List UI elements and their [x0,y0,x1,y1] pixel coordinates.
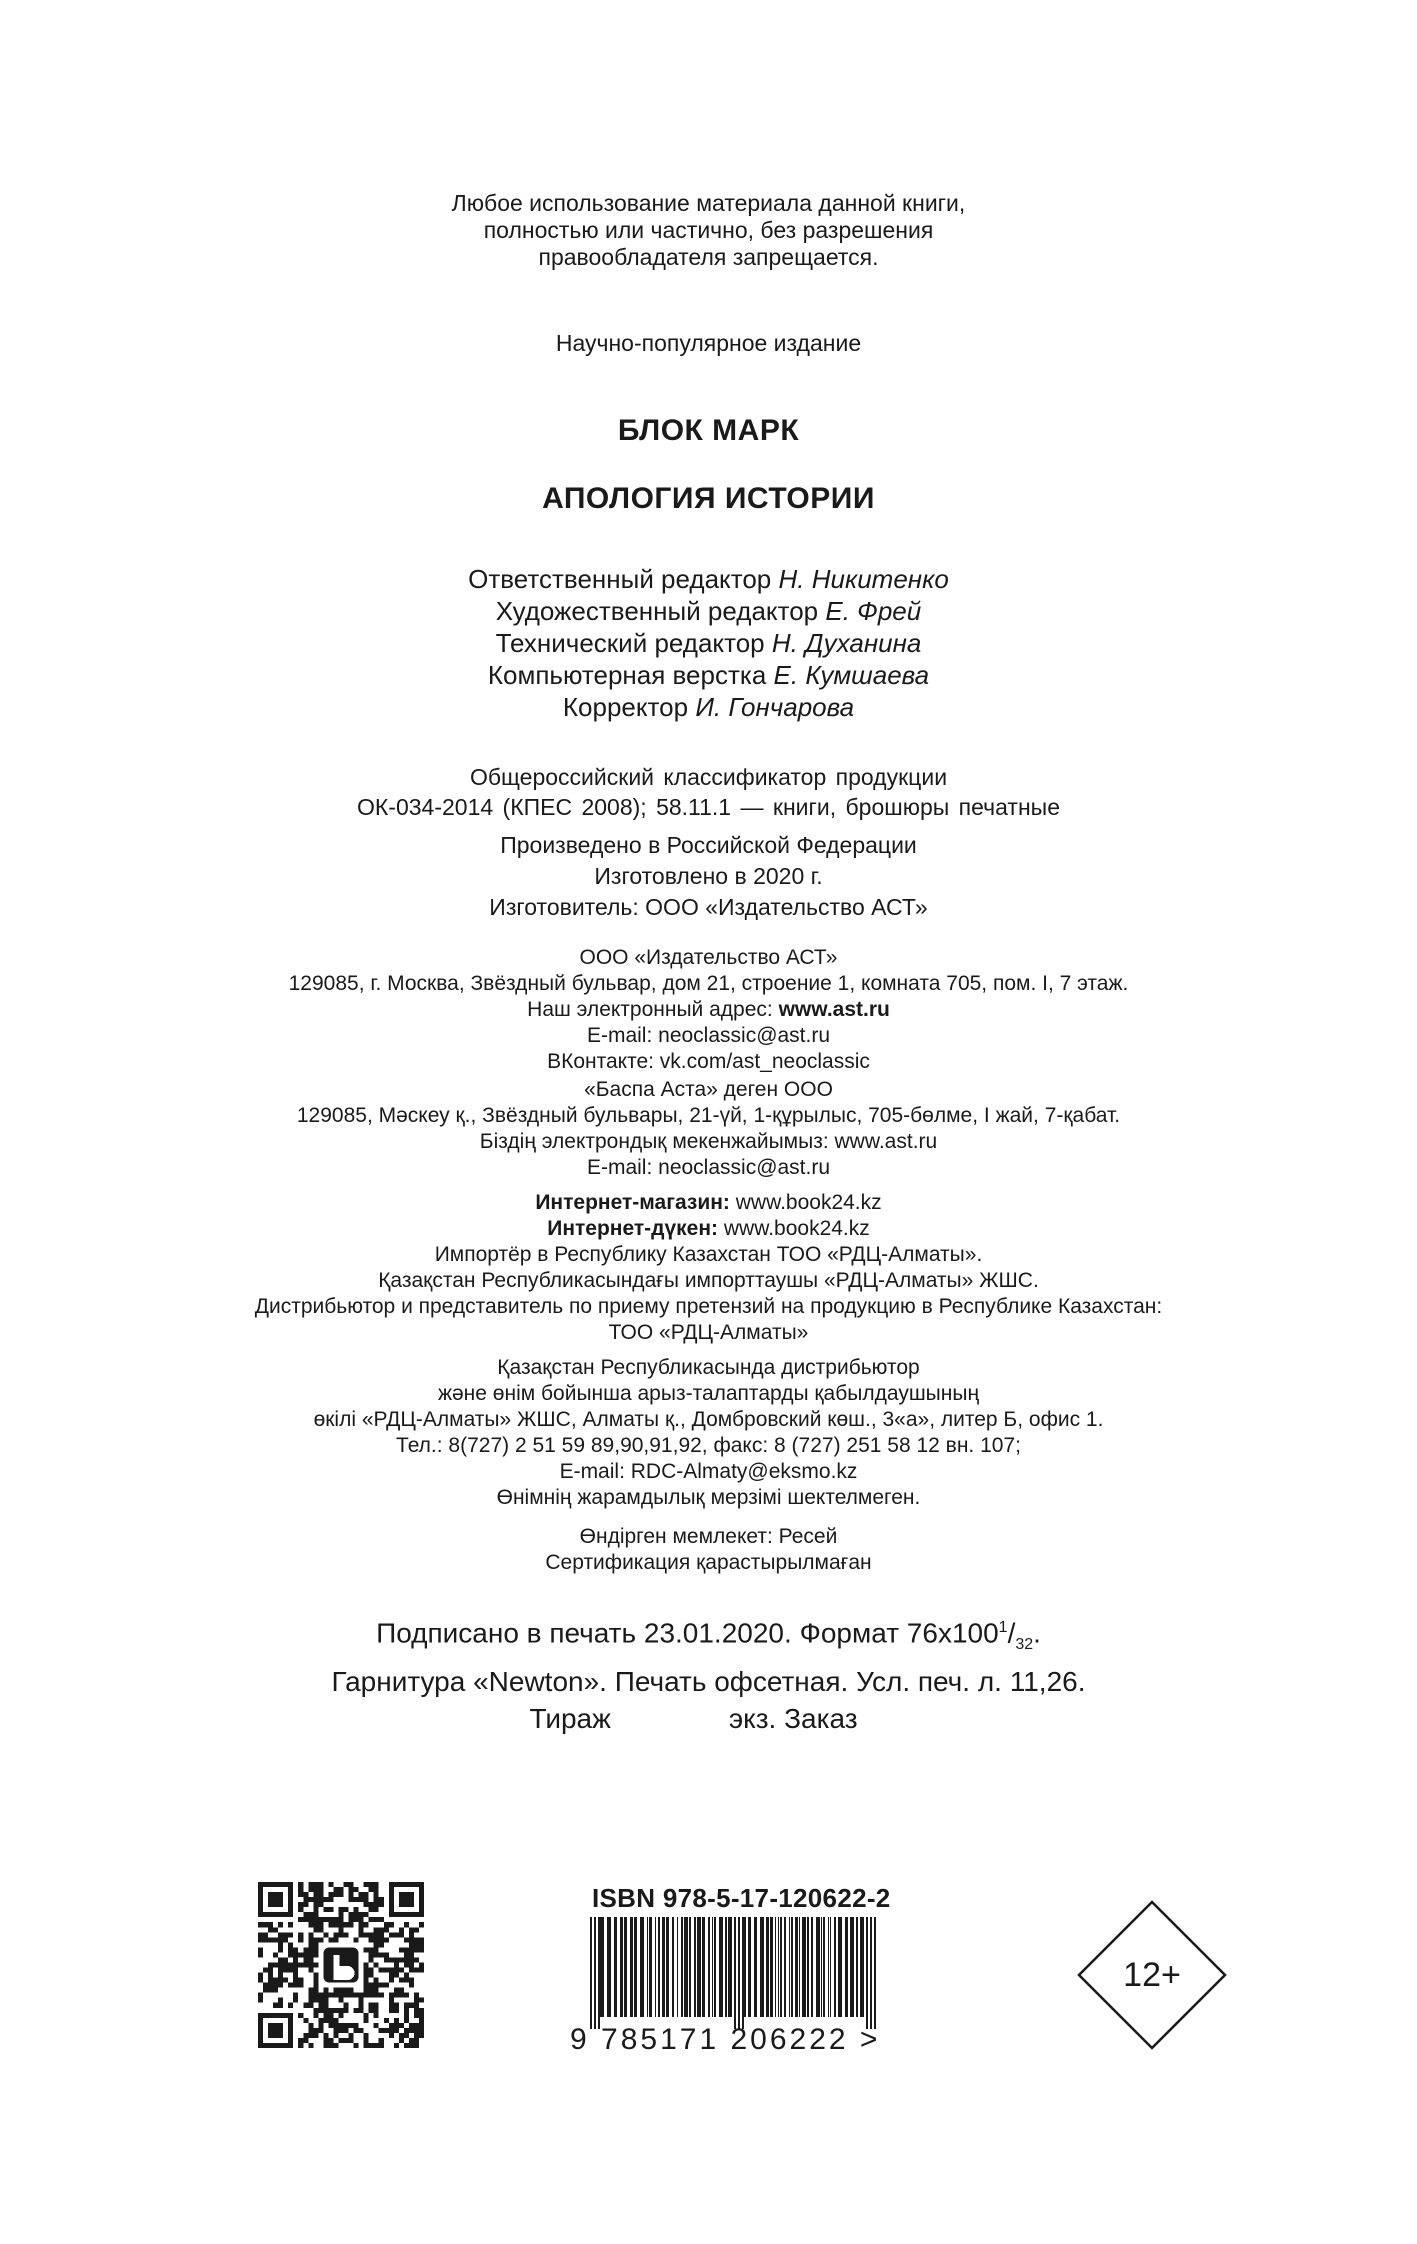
barcode-bar [614,1917,617,2017]
barcode-bar [795,1917,798,2017]
barcode-bar [834,1917,836,2017]
barcode-bar [600,1917,604,2017]
print-info [0,1609,1417,1737]
barcode-bar [658,1917,660,2017]
barcode-guard-bar [866,1917,868,2029]
barcode-bar [778,1917,779,2017]
credits [0,563,1417,723]
barcode-bar [850,1917,854,2017]
website-link[interactable]: www.ast.ru [778,998,890,1021]
barcode-bar [845,1917,848,2017]
barcode-bar [719,1917,723,2017]
barcode-bar [640,1917,644,2017]
barcode-bar [789,1917,790,2017]
qr-code[interactable] [258,1882,424,2048]
vk-line: ВКонтакте: vk.com/ast_neoclassic [547,1050,870,1073]
credit-line: Ответственный редактор Н. Никитенко [468,564,949,594]
shop-line: Интернет-дүкен: www.book24.kz [547,1217,870,1240]
barcode-bar [828,1917,829,2017]
website-line: Наш электронный адрес: www.ast.ru [527,998,890,1021]
barcode-bar [860,1917,864,2017]
barcode-bar [821,1917,822,2017]
barcode-guard-bar [738,1917,740,2029]
shop-info: Интернет-магазин: www.book24.kz Интернет-дүкен: www.book24.kz Импортёр в Республику Казахстан ТОО «РДЦ-Алматы». Қазақстан Республикасындағы импорттаушы «РДЦ-Алматы» ЖШС. Дистрибьютор и представитель по приему претензий на продукцию в Республике Казахстан: ТОО «РДЦ-Алматы» [0,1190,1417,1346]
barcode-bar [807,1917,809,2017]
shop-line: Интернет-магазин: www.book24.kz [535,1191,882,1214]
barcode-bar [630,1917,633,2017]
barcode-bar [694,1917,696,2017]
barcode-bar [725,1917,727,2017]
barcode-bar [666,1917,669,2017]
barcode-guard-bar [742,1917,744,2029]
barcode-guard-bar [870,1917,872,2029]
barcode-bar [689,1917,691,2017]
barcode-bar [708,1917,710,2017]
print-line-3: Тираж экз. Заказ [529,1702,858,1734]
edition-type: Научно-популярное издание [555,330,862,356]
barcode-bar [830,1917,831,2017]
barcode-bar [744,1917,746,2017]
barcode-bar [607,1917,611,2017]
book-title: АПОЛОГИЯ ИСТОРИИ [542,482,875,515]
barcode-bar [770,1917,773,2017]
barcode-bar [647,1917,648,2017]
copyright-notice [0,190,1417,271]
barcode-bar [681,1917,683,2017]
copyright-line: полностью или частично, без разрешения [483,217,934,243]
credit-line: Корректор И. Гончарова [562,692,855,722]
barcode-guard-bar [594,1917,596,2029]
barcode-bar [714,1917,716,2017]
credit-line: Технический редактор Н. Духанина [495,628,922,658]
isbn-label: ISBN 978-5-17-120622-2 [592,1883,891,1913]
barcode-bar [838,1917,842,2017]
barcode-bar [677,1917,678,2017]
barcode-bar [766,1917,769,2017]
barcode-bar [775,1917,776,2017]
print-line-1: Подписано в печать 23.01.2020. Формат $76х100^1/_{32}$. [376,1617,1041,1653]
barcode-guard-bar [874,1917,876,2029]
distributor-kz: Қазақстан Республикасында дистрибьютор және өнім бойынша арыз-талаптарды қабылдаушының өкілі «РДЦ-Алматы» ЖШС, Алматы қ., Домбровский көш., 3«а», литер Б, офис 1. Тел.: 8(727) 2 51 59 89,90,91,92, факс: 8 (727) 251 58 12 вн. 107; E-mail: RDC-Almaty@eksmo.kz Өнімнің жарамдылық мерзімі шектелмеген. [313,1356,1104,1509]
barcode-bar [672,1917,674,2017]
email-line: E-mail: neoclassic@ast.ru [586,1024,831,1047]
barcode-bar [697,1917,701,2017]
barcode-bar [702,1917,705,2017]
barcode-bar [856,1917,858,2017]
publisher-ru: ООО «Издательство АСТ» 129085, г. Москва, Звёздный бульвар, дом 21, строение 1, комната 705, пом. I, 7 этаж. Наш электронный адрес: www.ast.ru E-mail: neoclassic@ast.ru ВКонтакте: vk.com/ast_neoclassic [0,945,1417,1075]
credit-line: Компьютерная верстка Е. Кумшаева [487,660,930,690]
barcode-bar [662,1917,665,2017]
origin-info: Өндірген мемлекет: Ресей Сертификация қарастырылмаған [545,1525,872,1574]
barcode-bar [634,1917,637,2017]
barcode-bar [684,1917,688,2017]
barcode-bar [760,1917,764,2017]
barcode-bar [791,1917,793,2017]
barcode-bar [655,1917,656,2017]
barcode-bar [624,1917,627,2017]
copyright-line: Любое использование материала данной книги, [451,190,966,216]
barcode-bar [754,1917,757,2017]
publisher-kz: «Баспа Аста» деген ООО 129085, Мәскеу қ., Звёздный бульвары, 21-үй, 1-құрылыс, 705-бөлме, I жай, 7-қабат. Біздің электрондық мекенжайымыз: www.ast.ru E-mail: neoclassic@ast.ru [296,1078,1121,1179]
barcode-bar [649,1917,652,2017]
credit-line: Художественный редактор Е. Фрей [495,596,922,626]
barcode-bar [823,1917,825,2017]
age-rating-text: 12+ [1123,1956,1181,1994]
classifier: Общероссийский классификатор продукции ОК-034-2014 (КПЕС 2008); 58.11.1 — книги, брошюры печатные [357,764,1060,820]
barcode [590,1917,880,2029]
barcode-bar [620,1917,623,2017]
production-info: Произведено в Российской Федерации Изготовлено в 2020 г. Изготовитель: ООО «Издательство АСТ» [489,832,928,920]
copyright-line: правообладателя запрещается. [538,244,879,270]
barcode-bar [799,1917,800,2017]
print-line-2: Гарнитура «Newton». Печать офсетная. Усл. печ. л. 11,26. [331,1665,1086,1697]
author: БЛОК МАРК [617,414,800,447]
barcode-bar [811,1917,813,2017]
age-rating-badge [1077,1900,1227,2050]
barcode-bar [816,1917,820,2017]
barcode-bar [802,1917,806,2017]
barcode-bar [728,1917,732,2017]
barcode-guard-bar [734,1917,736,2029]
barcode-guard-bar [590,1917,592,2029]
barcode-bar [748,1917,751,2017]
barcode-bar [780,1917,782,2017]
barcode-bar [784,1917,786,2017]
barcode-bar [712,1917,713,2017]
barcode-guard-bar [598,1917,600,2029]
barcode-digits: 9 785171 206222 > [570,2023,881,2056]
